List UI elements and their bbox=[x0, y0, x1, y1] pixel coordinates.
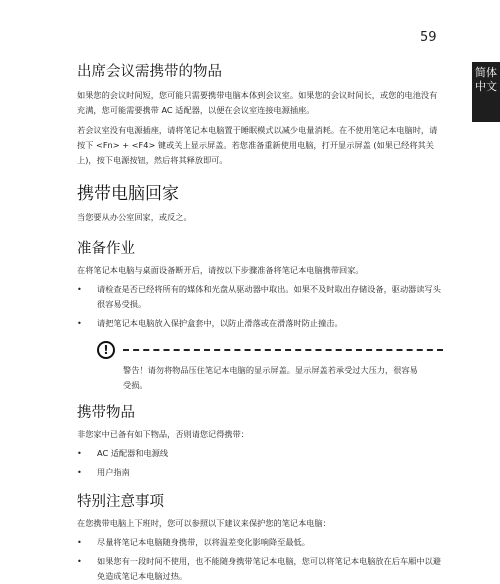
warning-exclamation-icon: ! bbox=[97, 341, 115, 359]
warning-text: 警告！请勿将物品压住笔记本电脑的显示屏盖。显示屏盖若承受过大压力，很容易受损。 bbox=[123, 365, 418, 390]
chapter-title-home: 携带电脑回家 bbox=[77, 184, 179, 204]
list-item-text: 请检查是否已经将所有的媒体和光盘从驱动器中取出。如果不及时取出存储设备，驱动器读写头很容易受损。 bbox=[97, 284, 441, 309]
list-item-text: 尽量将笔记本电脑随身携带，以将温差变化影响降至最低。 bbox=[97, 537, 310, 547]
list-item: • 请把笔记本电脑放入保护盒套中，以防止滑落或在滑落时防止撞击。 bbox=[77, 318, 343, 328]
document-body bbox=[77, 62, 442, 584]
prep-paragraph: 在将笔记本电脑与桌面设备断开后，请按以下步骤准备将笔记本电脑携带回家。 bbox=[77, 265, 364, 275]
carry-list bbox=[77, 446, 442, 480]
section-title-carry: 携带物品 bbox=[77, 405, 135, 421]
list-item-text: 用户指南 bbox=[97, 467, 130, 477]
prep-list bbox=[77, 282, 442, 331]
list-item: • 请检查是否已经将所有的媒体和光盘从驱动器中取出。如果不及时取出存储设备，驱动器读写头很容易受损。 bbox=[77, 284, 441, 309]
section-title-meeting: 出席会议需携带的物品 bbox=[77, 64, 222, 80]
warning-note bbox=[97, 341, 442, 395]
section-title-special: 特别注意事项 bbox=[77, 494, 164, 510]
language-side-tab: 简体中文 bbox=[472, 62, 500, 122]
list-item-text: 请把笔记本电脑放入保护盒套中，以防止滑落或在滑落时防止撞击。 bbox=[97, 318, 343, 328]
page-number: 59 bbox=[420, 30, 437, 45]
warning-divider bbox=[123, 349, 443, 351]
list-item: • AC 适配器和电源线 bbox=[77, 448, 169, 458]
list-item-text: 如果您有一段时间不使用，也不能随身携带笔记本电脑，您可以将笔记本电脑放在后车厢中以避免造成笔记本电脑过热。 bbox=[97, 556, 441, 581]
home-paragraph: 当您要从办公室回家，或反之。 bbox=[77, 212, 192, 222]
meeting-paragraph-1: 如果您的会议时间短，您可能只需要携带电脑本体到会议室。如果您的会议时间长，或您的电池没有充满，您可能需要携带 AC 适配器，以便在会议室连接电源插座。 bbox=[77, 90, 438, 115]
carry-paragraph: 非您家中已备有如下物品，否则请您记得携带： bbox=[77, 429, 249, 439]
meeting-paragraph-2: 若会议室没有电源插座，请将笔记本电脑置于睡眠模式以减少电量消耗。在不使用笔记本电脑时，请按下 <Fn> + <F4> 键或关上显示屏盖。若您准备重新使用电脑，打开显示屏盖 (如果已经将其关上)，按下电源按钮，然后将其释放即可。 bbox=[77, 125, 438, 165]
list-item: • 如果您有一段时间不使用，也不能随身携带笔记本电脑，您可以将笔记本电脑放在后车厢中以避免造成笔记本电脑过热。 bbox=[77, 556, 441, 581]
section-title-prep: 准备作业 bbox=[77, 241, 135, 257]
list-item-text: AC 适配器和电源线 bbox=[97, 448, 169, 458]
special-paragraph: 在您携带电脑上下班时，您可以参照以下建议来保护您的笔记本电脑： bbox=[77, 518, 331, 528]
special-list bbox=[77, 535, 442, 584]
list-item: • 尽量将笔记本电脑随身携带，以将温差变化影响降至最低。 bbox=[77, 537, 310, 547]
list-item: • 用户指南 bbox=[77, 467, 130, 477]
